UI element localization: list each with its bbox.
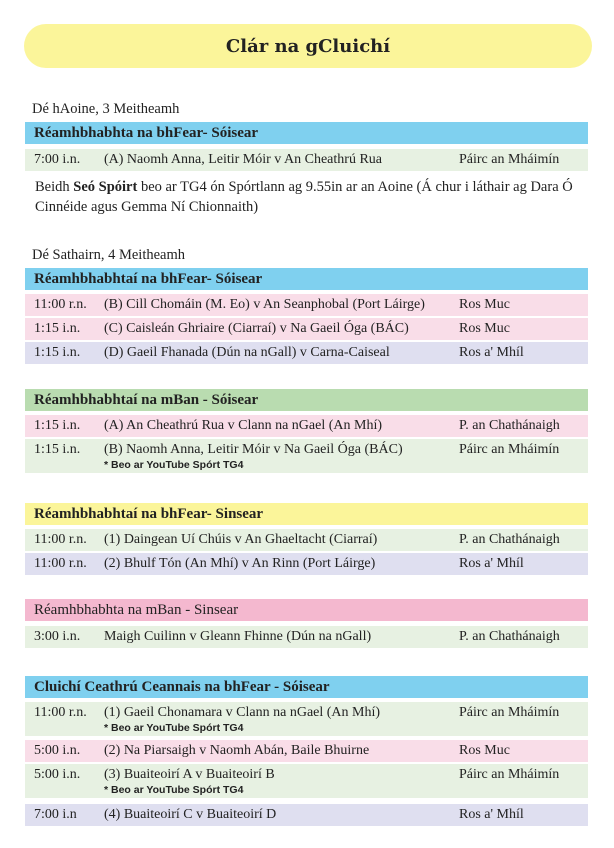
fixture-row: [25, 149, 588, 171]
fixture-time: 1:15 i.n.: [34, 345, 81, 360]
fixture-time: 5:00 i.n.: [34, 743, 81, 758]
day-heading-friday: Dé hAoine, 3 Meitheamh: [32, 101, 180, 117]
fixture-time: 7:00 i.n.: [34, 152, 81, 167]
section-header-mens-junior-quarter-finals: Cluichí Ceathrú Ceannais na bhFear - Sóisear: [25, 676, 588, 698]
fixture-venue: P. an Chathánaigh: [459, 532, 560, 547]
youtube-live-note: * Beo ar YouTube Spórt TG4: [104, 784, 244, 796]
section-header-womens-junior-prelims: Réamhbhabhtaí na mBan - Sóisear: [25, 389, 588, 411]
fixture-row: [25, 626, 588, 648]
fixture-time: 11:00 r.n.: [34, 556, 87, 571]
fixture-match: (1) Gaeil Chonamara v Clann na nGael (An Mhí): [104, 705, 381, 720]
fixture-match: (C) Caisleán Ghriaire (Ciarraí) v Na Gaeil Óga (BÁC): [104, 321, 409, 336]
fixture-time: 11:00 r.n.: [34, 705, 87, 720]
section-header-womens-senior-prelim: Réamhbhabhta na mBan - Sinsear: [25, 599, 588, 621]
fixture-venue: Ros a' Mhíl: [459, 345, 524, 360]
fixture-venue: P. an Chathánaigh: [459, 418, 560, 433]
fixture-time: 7:00 i.n: [34, 807, 77, 822]
fixture-row: [25, 553, 588, 575]
fixture-row: [25, 342, 588, 364]
fixture-match: (3) Buaiteoirí A v Buaiteoirí B: [104, 767, 275, 782]
fixture-row: [25, 529, 588, 551]
fixture-match: (4) Buaiteoirí C v Buaiteoirí D: [104, 807, 277, 822]
fixture-venue: P. an Chathánaigh: [459, 629, 560, 644]
note-text-before: Beidh: [35, 179, 74, 195]
fixture-match: (D) Gaeil Fhanada (Dún na nGall) v Carna-Caiseal: [104, 345, 390, 360]
fixture-venue: Ros Muc: [459, 321, 510, 336]
note-text-after: beo ar TG4 ón Spórtlann ag 9.55in ar an Aoine (Á chur i láthair ag Dara Ó Cinnéide agus Gemma Ní Chionnaith): [35, 179, 573, 215]
note-show-name: Seó Spóirt: [73, 179, 138, 195]
fixture-row: [25, 764, 588, 798]
fixture-time: 11:00 r.n.: [34, 532, 87, 547]
fixture-match: (B) Naomh Anna, Leitir Móir v Na Gaeil Óga (BÁC): [104, 442, 403, 457]
fixture-venue: Ros Muc: [459, 743, 510, 758]
fixture-match: Maigh Cuilinn v Gleann Fhinne (Dún na nGall): [104, 629, 372, 644]
fixture-venue: Páirc an Mháimín: [459, 442, 560, 457]
youtube-live-note: * Beo ar YouTube Spórt TG4: [104, 722, 244, 734]
fixture-time: 1:15 i.n.: [34, 418, 81, 433]
fixture-venue: Páirc an Mháimín: [459, 152, 560, 167]
fixture-row: [25, 439, 588, 473]
section-header-mens-junior-prelim: Réamhbhabhta na bhFear- Sóisear: [25, 122, 588, 144]
fixture-row: [25, 294, 588, 316]
page-title: Clár na gCluichí: [225, 35, 391, 57]
day-heading-saturday: Dé Sathairn, 4 Meitheamh: [32, 247, 186, 263]
fixture-match: (2) Na Piarsaigh v Naomh Abán, Baile Bhuirne: [104, 743, 370, 758]
fixture-match: (A) Naomh Anna, Leitir Móir v An Cheathrú Rua: [104, 152, 383, 167]
fixture-match: (B) Cill Chomáin (M. Eo) v An Seanphobal (Port Láirge): [104, 297, 425, 312]
fixture-row: [25, 318, 588, 340]
page-title-banner: [24, 24, 592, 68]
fixture-match: (A) An Cheathrú Rua v Clann na nGael (An Mhí): [104, 418, 382, 433]
fixture-venue: Ros Muc: [459, 297, 510, 312]
youtube-live-note: * Beo ar YouTube Spórt TG4: [104, 459, 244, 471]
fixture-time: 1:15 i.n.: [34, 442, 81, 457]
fixture-venue: Páirc an Mháimín: [459, 705, 560, 720]
fixture-match: (1) Daingean Uí Chúis v An Ghaeltacht (Ciarraí): [104, 532, 378, 547]
fixture-time: 5:00 i.n.: [34, 767, 81, 782]
section-header-mens-junior-prelims: Réamhbhabhtaí na bhFear- Sóisear: [25, 268, 588, 290]
section-header-mens-senior-prelims: Réamhbhabhtaí na bhFear- Sinsear: [25, 503, 588, 525]
fixture-row: [25, 740, 588, 762]
fixture-row: [25, 804, 588, 826]
fixture-time: 3:00 i.n.: [34, 629, 81, 644]
fixture-match: (2) Bhulf Tón (An Mhí) v An Rinn (Port Láirge): [104, 556, 376, 571]
fixture-time: 11:00 r.n.: [34, 297, 87, 312]
fixture-venue: Ros a' Mhíl: [459, 807, 524, 822]
fixture-venue: Ros a' Mhíl: [459, 556, 524, 571]
fixture-venue: Páirc an Mháimín: [459, 767, 560, 782]
tv-broadcast-note: [35, 177, 595, 217]
fixture-row: [25, 702, 588, 736]
fixture-time: 1:15 i.n.: [34, 321, 81, 336]
fixture-row: [25, 415, 588, 437]
